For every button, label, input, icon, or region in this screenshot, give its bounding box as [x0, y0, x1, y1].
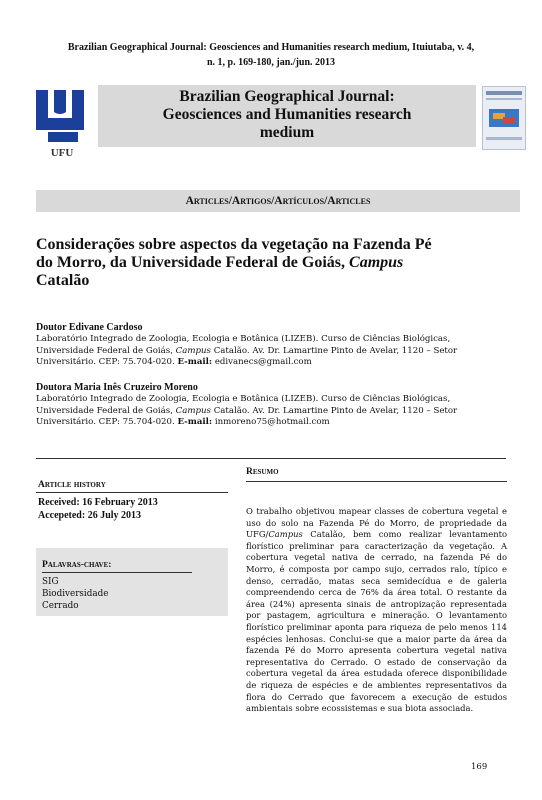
affiliation-text: Catalão. Av. Dr. Lamartine Pinto de Avelar, 1120 – Setor [210, 405, 458, 416]
banner-line3: medium [259, 124, 315, 141]
author-affiliation [36, 394, 506, 429]
title-line2 [36, 254, 506, 272]
banner-line2: Geosciences and Humanities research [162, 106, 412, 123]
abstract-text: O trabalho objetivou mapear classes de cobertura vegetal e uso do solo na Fazenda Pé do Morro, de propriedade da UFG/ [246, 506, 507, 540]
title-line2-text: do Morro, da Universidade Federal de Goiás, [36, 254, 350, 271]
banner-line1: Brazilian Geographical Journal: [179, 88, 395, 105]
history-rule [36, 492, 228, 493]
affiliation-line [36, 417, 506, 429]
abstract-rule [246, 481, 507, 482]
affiliation-line [36, 357, 506, 369]
abstract-body [246, 506, 507, 715]
affiliation-text: Universitário. CEP: 75.704-020. [36, 417, 178, 427]
keywords-heading: Palavras-chave: [42, 560, 112, 570]
affiliation-line [36, 406, 506, 418]
email-label: E-mail: [177, 357, 213, 367]
accepted-date: Accepeted: 26 July 2013 [38, 510, 142, 521]
history-heading: Article history [38, 480, 106, 490]
title-line2-italic: Campus [349, 254, 404, 271]
affiliation-italic: Campus [175, 405, 211, 416]
keywords-rule [42, 572, 192, 573]
author-email: inmoreno75@hotmail.com [214, 417, 330, 427]
keyword-item: Biodiversidade [42, 589, 109, 599]
journal-citation-line1: Brazilian Geographical Journal: Geosciences and Humanities research medium, Ituiutaba, v. 4, [67, 42, 475, 53]
affiliation-text: Universitário. CEP: 75.704-020. [36, 357, 178, 367]
author-affiliation [36, 334, 506, 369]
keyword-item: SIG [42, 577, 59, 587]
article-title [36, 236, 506, 290]
abstract-italic: Campus [268, 529, 303, 540]
affiliation-text: Catalão. Av. Dr. Lamartine Pinto de Avelar, 1120 – Setor [210, 345, 458, 356]
author-email: edivanecs@gmail.com [214, 357, 312, 367]
affiliation-line [36, 346, 506, 358]
affiliation-text: Universidade Federal de Goiás, [36, 345, 176, 356]
abstract-text: Catalão, bem como realizar levantamento florístico preliminar para caracterização da vegetação. A cobertura vegetal nativa de cerrado, na fazenda Pé do Morro, é composta por campo sujo, cerrados ralo, típico e denso, cerradão, matas seca semidecídua e de galeria compreendendo cerca de 76% da área total. O restante da área (24%) apresenta sinais de antropização representada por pastagem, agricultura e mineração. O levantamento florístico preliminar aponta para riqueza de pelo menos 114 espécies lenhosas. Conclui-se que a maior parte da área da fazenda Pé do Morro apresenta cobertura vegetal nativa representativa do Cerrado. O estado de conservação da cobertura vegetal da área estudada oferece disponibilidade de riqueza de espécies e de ambientes representativos da flora do Cerrado que favorecem a execução de estudos ambientais sobre ecossistemas e sua biota associada. [246, 529, 507, 714]
affiliation-text: Universidade Federal de Goiás, [36, 405, 176, 416]
section-divider [36, 458, 506, 459]
ufu-logo-icon [34, 88, 90, 148]
affiliation-line: Laboratório Integrado de Zoologia, Ecologia e Botânica (LIZEB). Curso de Ciências Biológicas, [36, 394, 451, 404]
section-heading: Articles/Artigos/Artículos/Articles [36, 190, 520, 212]
ufu-logo-label: UFU [50, 147, 74, 159]
author-name: Doutor Edivane Cardoso [36, 322, 143, 333]
title-line3: Catalão [36, 272, 90, 289]
abstract-heading: Resumo [246, 467, 279, 477]
received-date: Received: 16 February 2013 [38, 497, 158, 508]
title-line1: Considerações sobre aspectos da vegetação na Fazenda Pé [36, 236, 432, 253]
email-label: E-mail: [177, 417, 213, 427]
affiliation-italic: Campus [175, 345, 211, 356]
journal-banner [98, 85, 476, 147]
keyword-item: Cerrado [42, 601, 79, 611]
page-number: 169 [471, 762, 488, 772]
journal-cover-image [482, 86, 526, 150]
journal-citation-line2: n. 1, p. 169-180, jan./jun. 2013 [206, 57, 336, 68]
author-name: Doutora Maria Inês Cruzeiro Moreno [36, 382, 198, 393]
affiliation-line: Laboratório Integrado de Zoologia, Ecologia e Botânica (LIZEB). Curso de Ciências Biológicas, [36, 334, 451, 344]
